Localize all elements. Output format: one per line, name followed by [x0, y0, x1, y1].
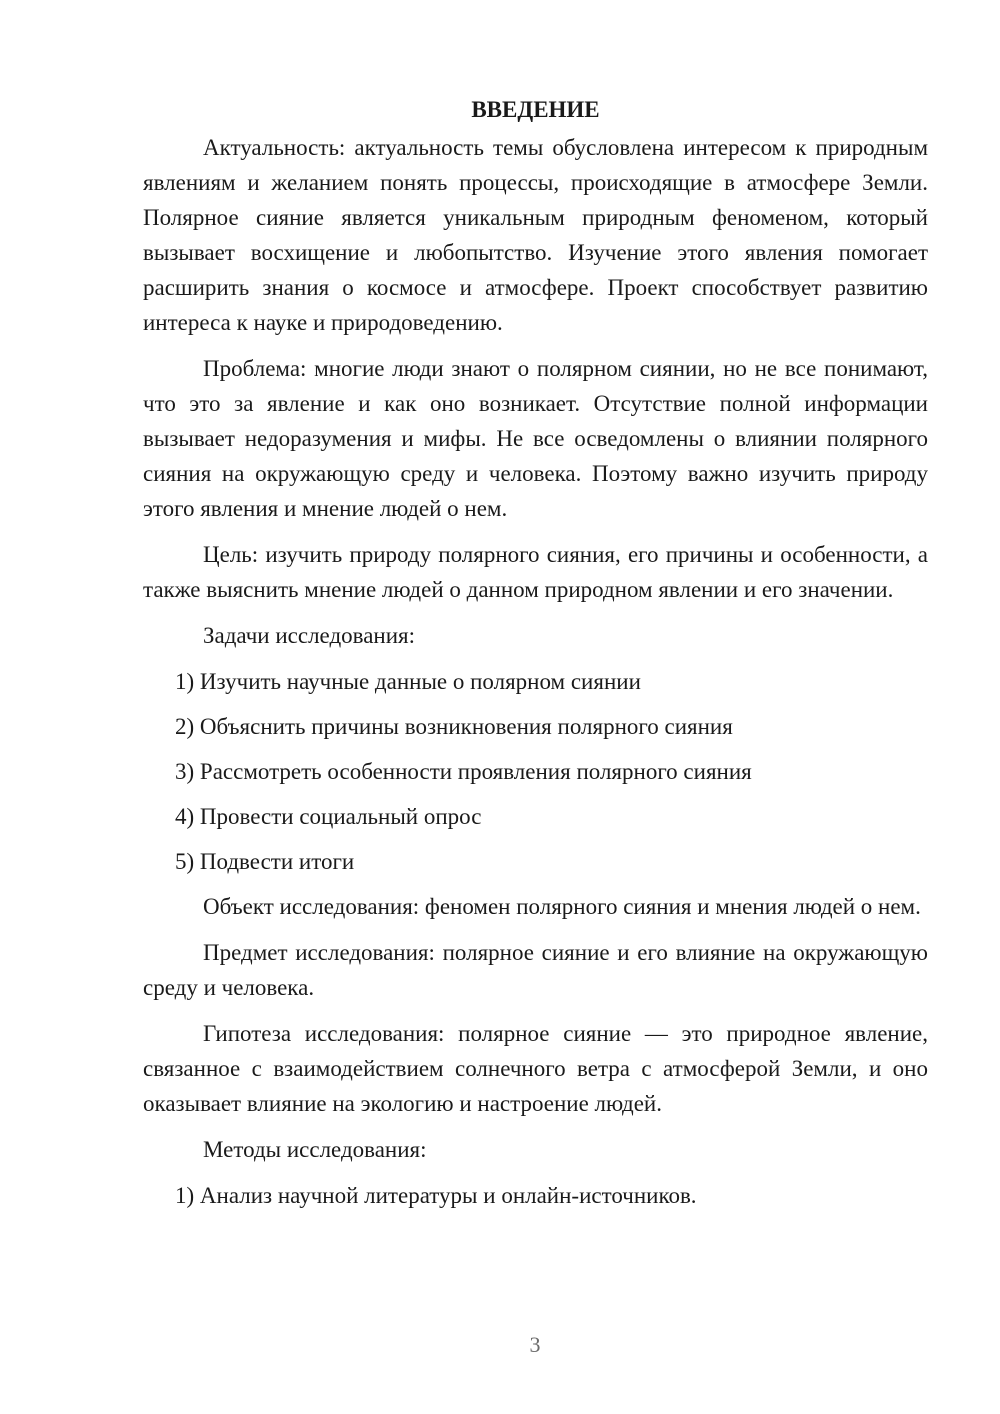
- list-item-task-4: 4) Провести социальный опрос: [175, 804, 482, 829]
- tasks-list: [143, 664, 928, 879]
- tasks-title: Задачи исследования:: [203, 623, 416, 648]
- list-item-method-1: 1) Анализ научной литературы и онлайн-источников.: [175, 1183, 697, 1208]
- section-heading: ВВЕДЕНИЕ: [471, 97, 600, 122]
- paragraph-object: Объект исследования: феномен полярного сияния и мнения людей о нем.: [203, 894, 921, 919]
- methods-title: Методы исследования:: [203, 1137, 427, 1162]
- methods-list: [143, 1178, 928, 1213]
- list-item-task-5: 5) Подвести итоги: [175, 849, 355, 874]
- paragraph-relevance: Актуальность: актуальность темы обусловлена интересом к природным явлениям и желанием понять процессы, происходящие в атмосфере Земли. Полярное сияние является уникальным природным феноменом, который вызывает восхищение и любопытство. Изучение этого явления помогает расширить знания о космосе и атмосфере. Проект способствует развитию интереса к науке и природоведению.: [143, 135, 928, 335]
- page-number: 3: [529, 1332, 541, 1357]
- list-item-task-2: 2) Объяснить причины возникновения полярного сияния: [175, 714, 733, 739]
- list-item-task-3: 3) Рассмотреть особенности проявления полярного сияния: [175, 759, 752, 784]
- list-item-task-1: 1) Изучить научные данные о полярном сиянии: [175, 669, 641, 694]
- paragraph-subject: Предмет исследования: полярное сияние и его влияние на окружающую среду и человека.: [143, 940, 928, 1000]
- paragraph-problem: Проблема: многие люди знают о полярном сиянии, но не все понимают, что это за явление и как оно возникает. Отсутствие полной информации вызывает недоразумения и мифы. Не все осведомлены о влиянии полярного сияния на окружающую среду и человека. Поэтому важно изучить природу этого явления и мнение людей о нем.: [143, 356, 928, 521]
- page-content: [143, 92, 928, 1223]
- paragraph-hypothesis: Гипотеза исследования: полярное сияние — это природное явление, связанное с взаимодействием солнечного ветра с атмосферой Земли, и оно оказывает влияние на экологию и настроение людей.: [143, 1021, 928, 1116]
- paragraph-goal: Цель: изучить природу полярного сияния, его причины и особенности, а также выяснить мнение людей о данном природном явлении и его значении.: [143, 542, 928, 602]
